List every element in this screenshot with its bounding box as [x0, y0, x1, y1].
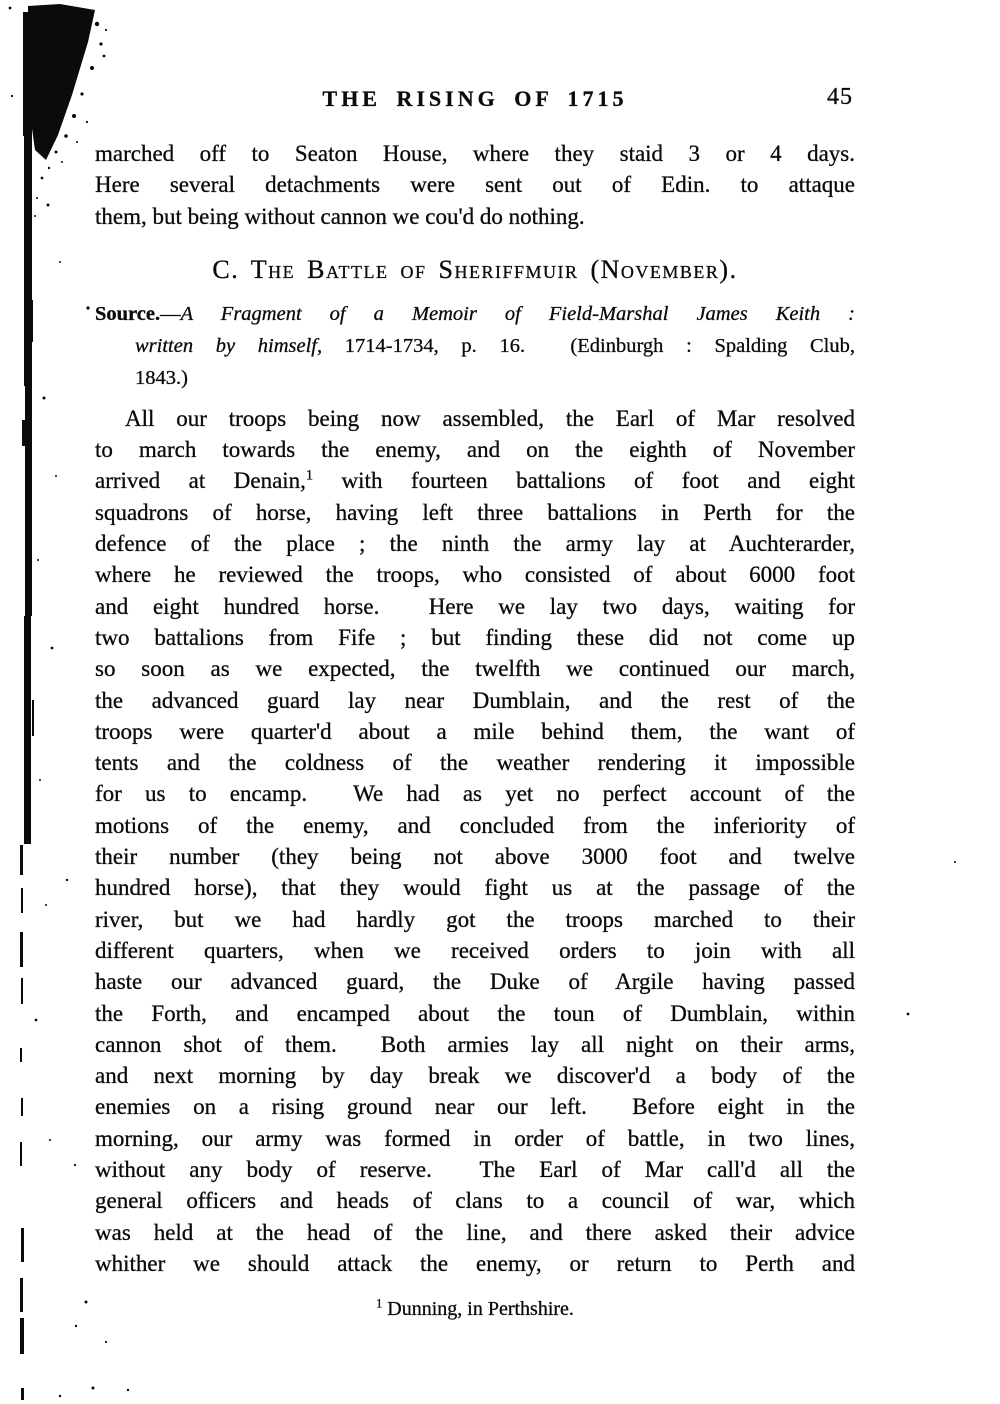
running-header-title: THE RISING OF 1715 — [322, 86, 628, 111]
memoir-paragraph-line: All our troops being now assembled, the Earl of Mar resolved — [125, 405, 855, 431]
memoir-paragraph-line: defence of the place ; the ninth the army lay at Auchterarder, — [95, 531, 855, 557]
memoir-paragraph — [95, 403, 855, 1279]
memoir-paragraph-line: to march towards the enemy, and on the eighth of November — [95, 437, 855, 463]
source-citation — [95, 298, 855, 394]
source-citation-line: Source.—A Fragment of a Memoir of Field-Marshal James Keith : — [95, 302, 855, 325]
intro-paragraph-line: Here several detachments were sent out of Edin. to attaque — [95, 172, 855, 198]
memoir-paragraph-line: whither we should attack the enemy, or return to Perth and — [95, 1250, 855, 1276]
source-citation-line: 1843.) — [135, 366, 188, 389]
memoir-paragraph-line: general officers and heads of clans to a council of war, which — [95, 1188, 855, 1214]
source-citation-line: written by himself, 1714-1734, p. 16. (Edinburgh : Spalding Club, — [135, 334, 855, 357]
memoir-paragraph-line: squadrons of horse, having left three battalions in Perth for the — [95, 499, 855, 525]
memoir-paragraph-line: was held at the head of the line, and there asked their advice — [95, 1219, 855, 1245]
memoir-paragraph-line: and eight hundred horse. Here we lay two days, waiting for — [95, 593, 855, 619]
memoir-paragraph-line: for us to encamp. We had as yet no perfect account of the — [95, 781, 855, 807]
memoir-paragraph-line: where he reviewed the troops, who consisted of about 6000 foot — [95, 562, 855, 588]
intro-paragraph — [95, 138, 855, 232]
footnote-text: Dunning, in Perthshire. — [382, 1298, 574, 1321]
intro-paragraph-line: marched off to Seaton House, where they staid 3 or 4 days. — [95, 141, 855, 166]
memoir-paragraph-line: without any body of reserve. The Earl of Mar call'd all the — [95, 1157, 855, 1183]
memoir-paragraph-line: their number (they being not above 3000 foot and twelve — [95, 844, 855, 870]
running-header — [95, 0, 855, 120]
memoir-paragraph-line: hundred horse), that they would fight us at the passage of the — [95, 875, 855, 901]
footnote-marker: 1 — [376, 1296, 383, 1311]
memoir-paragraph-line: different quarters, when we received orders to join with all — [95, 937, 855, 963]
memoir-paragraph-line: morning, our army was formed in order of battle, in two lines, — [95, 1125, 855, 1151]
page-content — [95, 0, 855, 1322]
memoir-paragraph-line: haste our advanced guard, the Duke of Argile having passed — [95, 969, 855, 995]
memoir-paragraph-line: two battalions from Fife ; but finding these did not come up — [95, 624, 855, 650]
memoir-paragraph-line: motions of the enemy, and concluded from the inferiority of — [95, 812, 855, 838]
page-number: 45 — [827, 84, 853, 110]
memoir-paragraph-line: the advanced guard lay near Dumblain, and the rest of the — [95, 687, 855, 713]
memoir-paragraph-line: and next morning by day break we discover'd a body of the — [95, 1063, 855, 1089]
memoir-paragraph-line: arrived at Denain,$^1$ with fourteen battalions of foot and eight — [95, 467, 855, 494]
memoir-paragraph-line: tents and the coldness of the weather rendering it impossible — [95, 750, 855, 776]
memoir-paragraph-line: cannon shot of them. Both armies lay all night on their arms, — [95, 1031, 855, 1057]
memoir-paragraph-line: enemies on a rising ground near our left. Before eight in the — [95, 1094, 855, 1120]
memoir-paragraph-line: river, but we had hardly got the troops marched to their — [95, 906, 855, 932]
memoir-paragraph-line: troops were quarter'd about a mile behind them, the want of — [95, 718, 855, 744]
memoir-paragraph-line: so soon as we expected, the twelfth we continued our march, — [95, 656, 855, 682]
section-heading: C. The Battle of Sheriffmuir (November). — [212, 254, 738, 284]
memoir-paragraph-line: the Forth, and encamped about the toun of Dumblain, within — [95, 1000, 855, 1026]
footnote — [95, 1296, 855, 1322]
intro-paragraph-line: them, but being without cannon we cou'd do nothing. — [95, 203, 585, 229]
